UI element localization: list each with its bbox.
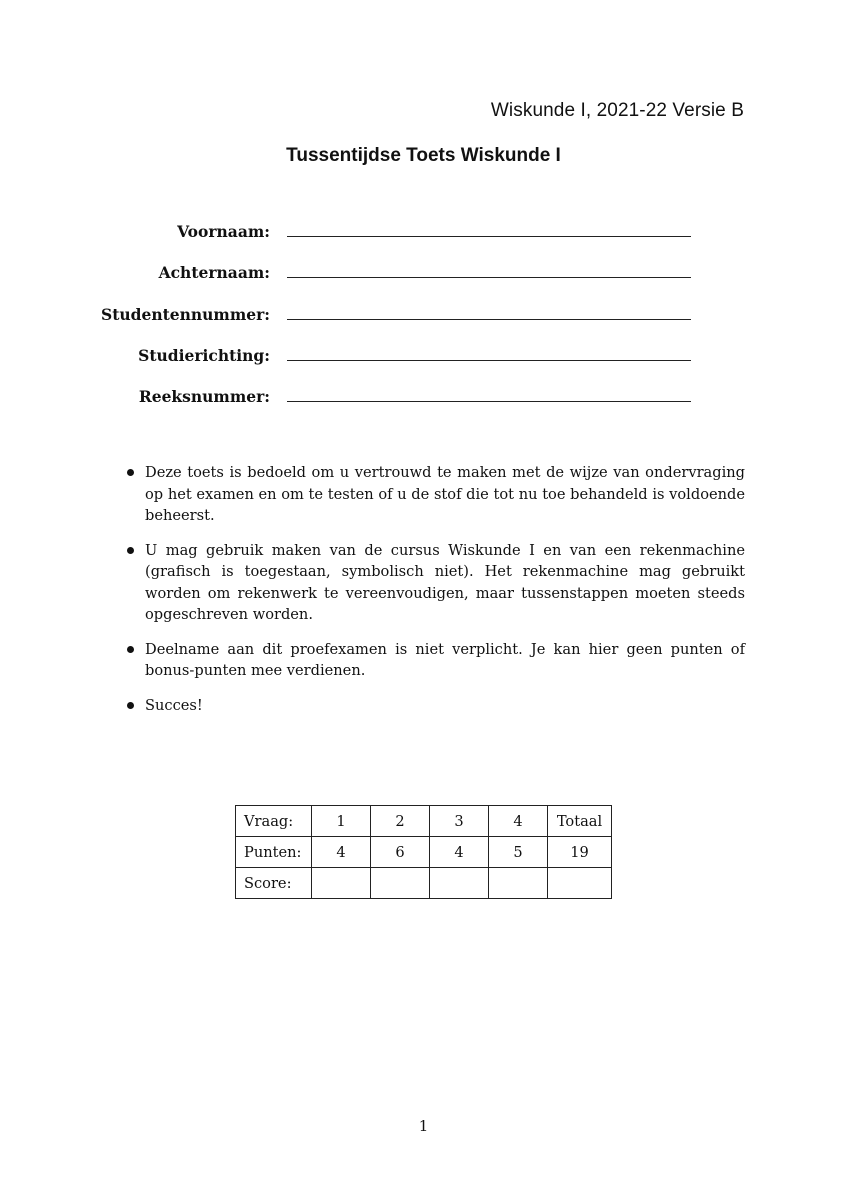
instruction-item (125, 639, 745, 682)
field-row-studierichting (0, 346, 847, 370)
voornaam-line[interactable] (287, 236, 691, 237)
voornaam-label: Voornaam: (177, 222, 270, 241)
instruction-item (125, 462, 745, 527)
bullet-icon (127, 702, 134, 709)
exam-title: Tussentijdse Toets Wiskunde I (286, 145, 561, 166)
points-cell: 5 (489, 837, 548, 868)
question-cell: 2 (371, 806, 430, 837)
field-row-voornaam (0, 222, 847, 246)
score-table (235, 805, 612, 899)
score-cell[interactable] (312, 868, 371, 899)
page-number: 1 (418, 1117, 429, 1135)
studentennummer-label: Studentennummer: (101, 305, 270, 324)
achternaam-label: Achternaam: (158, 263, 270, 282)
field-row-achternaam (0, 263, 847, 287)
instruction-text: Deelname aan dit proefexamen is niet verplicht. Je kan hier geen punten of bonus-punten mee verdienen. (145, 640, 745, 679)
studierichting-label: Studierichting: (138, 346, 270, 365)
instructions-list (125, 462, 745, 729)
instruction-item (125, 695, 745, 717)
question-cell: 1 (312, 806, 371, 837)
bullet-icon (127, 547, 134, 554)
question-cell: 4 (489, 806, 548, 837)
row-header-score: Score: (236, 868, 312, 899)
reeksnummer-line[interactable] (287, 401, 691, 402)
total-header-cell: Totaal (548, 806, 612, 837)
question-cell: 3 (430, 806, 489, 837)
instruction-item (125, 540, 745, 626)
bullet-icon (127, 469, 134, 476)
score-cell[interactable] (489, 868, 548, 899)
reeksnummer-label: Reeksnummer: (138, 387, 270, 406)
studentennummer-line[interactable] (287, 319, 691, 320)
achternaam-line[interactable] (287, 277, 691, 278)
score-cell[interactable] (430, 868, 489, 899)
points-cell: 4 (312, 837, 371, 868)
table-row-score (236, 868, 612, 899)
field-row-reeksnummer (0, 387, 847, 411)
row-header-vraag: Vraag: (236, 806, 312, 837)
score-cell[interactable] (371, 868, 430, 899)
points-cell: 4 (430, 837, 489, 868)
points-total-cell: 19 (548, 837, 612, 868)
instruction-text: Succes! (145, 696, 203, 714)
table-row-vraag (236, 806, 612, 837)
instruction-text: Deze toets is bedoeld om u vertrouwd te maken met de wijze van ondervraging op het examen en om te testen of u de stof die tot nu toe behandeld is voldoende beheerst. (145, 464, 745, 524)
points-cell: 6 (371, 837, 430, 868)
bullet-icon (127, 646, 134, 653)
studierichting-line[interactable] (287, 360, 691, 361)
field-row-studentennummer (0, 305, 847, 329)
score-total-cell[interactable] (548, 868, 612, 899)
row-header-punten: Punten: (236, 837, 312, 868)
course-version-header: Wiskunde I, 2021-22 Versie B (490, 100, 744, 121)
table-row-punten (236, 837, 612, 868)
instruction-text: U mag gebruik maken van de cursus Wiskunde I en van een rekenmachine (grafisch is toegestaan, symbolisch niet). Het rekenmachine mag gebruikt worden om rekenwerk te vereenvoudigen, maar tussenstappen moeten steeds opgeschreven worden. (145, 541, 745, 623)
